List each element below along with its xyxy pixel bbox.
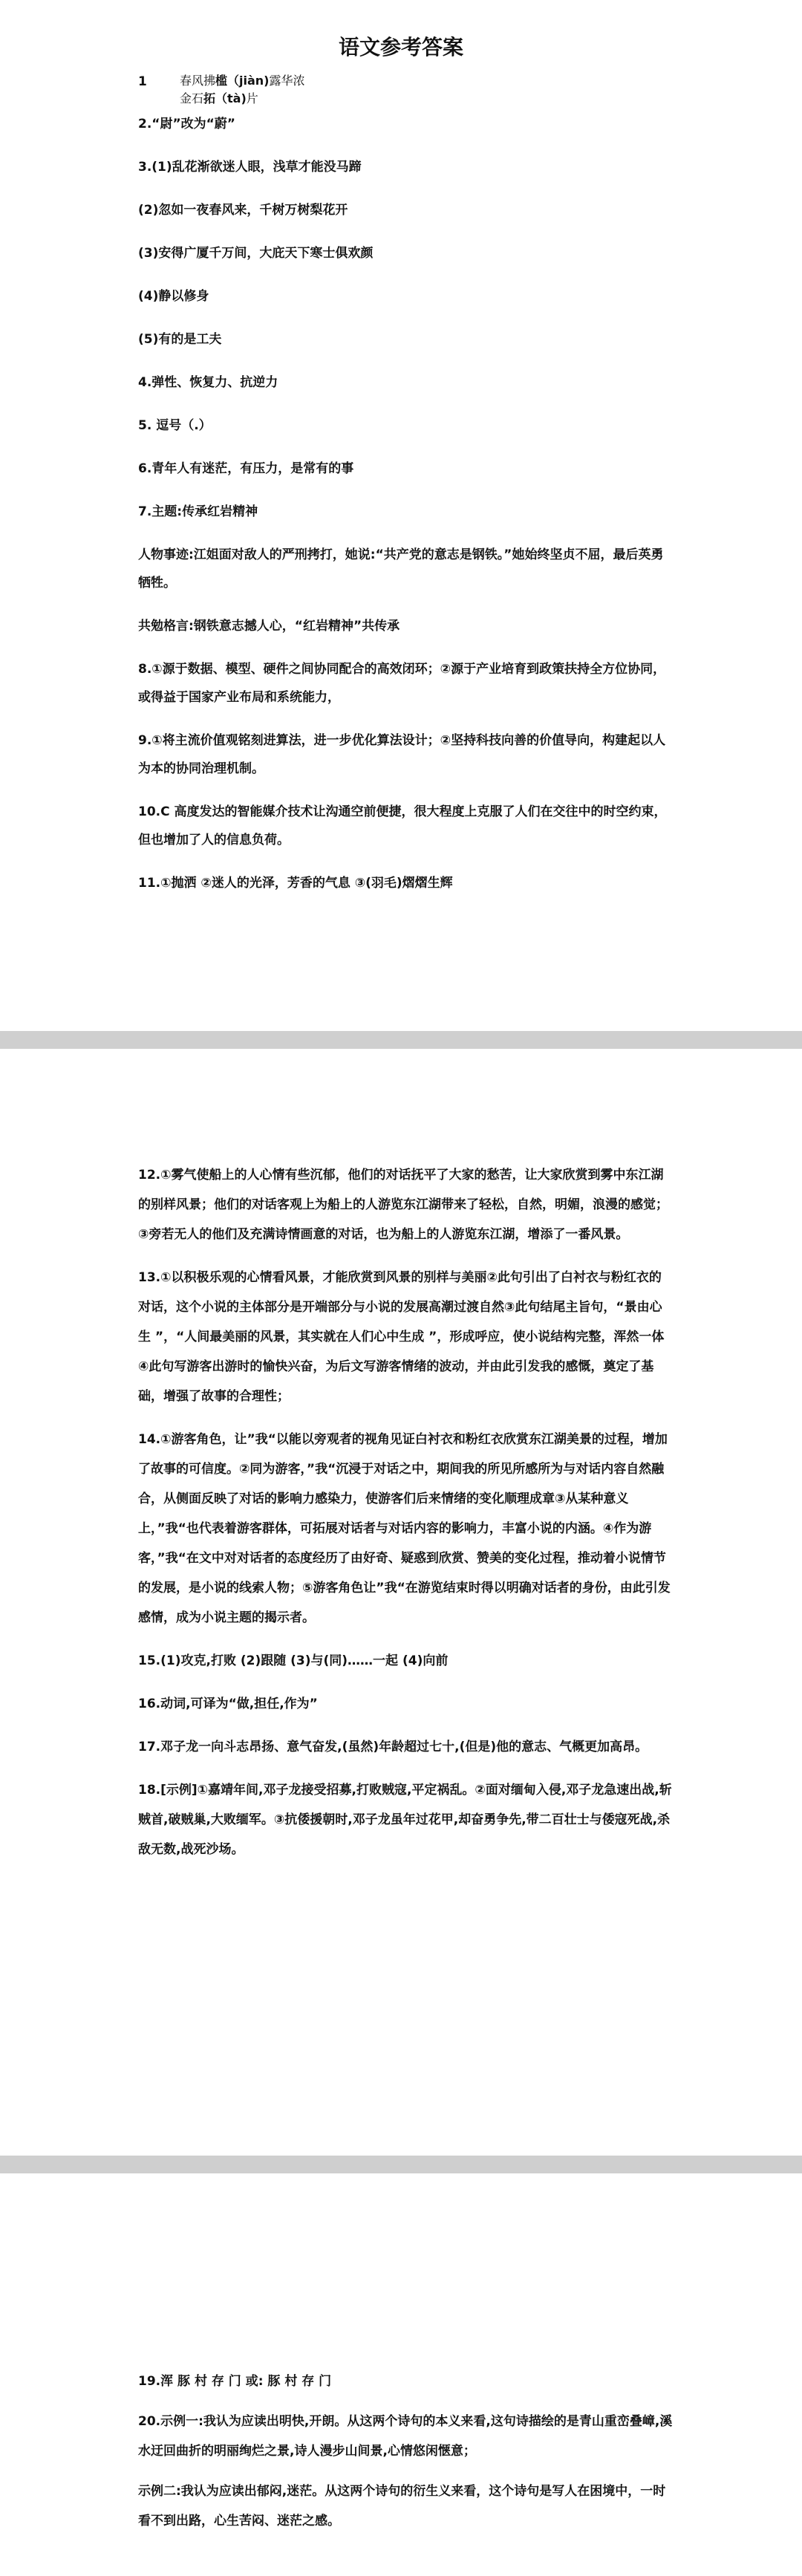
question-1-answer bbox=[138, 71, 673, 110]
page-1-content bbox=[138, 0, 673, 912]
answer-3-4: (4)静以修身 bbox=[138, 289, 209, 304]
answer-2: 2.“尉”改为“蔚” bbox=[138, 117, 235, 131]
answer-4: 4.弹性、恢复力、抗逆力 bbox=[138, 375, 278, 390]
page-3-content bbox=[138, 2367, 673, 2546]
answer-page-2 bbox=[0, 1049, 802, 2156]
answer-5: 5. 逗号（.） bbox=[138, 418, 212, 433]
row-2-pre: 金石 bbox=[180, 91, 204, 105]
question-1-row-1 bbox=[180, 71, 305, 88]
page-separator bbox=[0, 1031, 802, 1049]
answer-13: 13.①以积极乐观的心情看风景，才能欣赏到风景的别样与美丽②此句引出了白衬衣与粉红衣的对话，这个小说的主体部分是开端部分与小说的发展高潮过渡自然③此句结尾主旨句，“景由心生 ”，“人间最美丽的风景，其实就在人们心中生成 ”，形成呼应，使小说结构完整，浑然一体④此句写游客出游时的愉快兴奋，为后文写游客情绪的波动，并由此引发我的感慨，奠定了基础，增强了故事的合理性； bbox=[138, 1270, 665, 1404]
answer-18: 18.[示例]①嘉靖年间,邓子龙接受招募,打败贼寇,平定祸乱。②面对缅甸入侵,邓子龙急速出战,斩贼首,破贼巢,大败缅军。③抗倭援朝时,邓子龙虽年过花甲,却奋勇争先,带二百壮士与倭寇死战,杀敌无数,战死沙场。 bbox=[138, 1783, 672, 1857]
answer-3-2: (2)忽如一夜春风来，千树万树梨花开 bbox=[138, 203, 348, 218]
answer-20-example-1: 20.示例一:我认为应读出明快,开朗。从这两个诗句的本义来看,这句诗描绘的是青山重峦叠嶂,溪水迂回曲折的明丽绚烂之景,诗人漫步山间景,心情悠闲惬意； bbox=[138, 2414, 673, 2459]
answer-page-3 bbox=[0, 2173, 802, 2576]
answer-6: 6.青年人有迷茫，有压力，是常有的事 bbox=[138, 461, 354, 476]
question-1-row-2 bbox=[180, 89, 258, 106]
answer-15: 15.(1)攻克,打败 (2)跟随 (3)与(同)……一起 (4)向前 bbox=[138, 1653, 449, 1668]
row-2-bold: 拓（tà) bbox=[203, 91, 247, 105]
answer-7-motto: 共勉格言:钢铁意志撼人心，“红岩精神”共传承 bbox=[138, 619, 400, 634]
answer-14: 14.①游客角色，让”我“以能以旁观者的视角见证白衬衣和粉红衣欣赏东江湖美景的过程，增加了故事的可信度。②同为游客，”我“沉浸于对话之中，期间我的所见所感所为与对话内容自然融合，从侧面反映了对话的影响力感染力，使游客们后来情绪的变化顺理成章③从某种意义上，”我“也代表着游客群体，可拓展对话者与对话内容的影响力，丰富小说的内涵。④作为游客，”我“在文中对对话者的态度经历了由好奇、疑惑到欣赏、赞美的变化过程，推动着小说情节的发展，是小说的线索人物；⑤游客角色让”我“在游览结束时得以明确对话者的身份，由此引发感情，成为小说主题的揭示者。 bbox=[138, 1432, 671, 1625]
answer-17: 17.邓子龙一向斗志昂扬、意气奋发,(虽然)年龄超过七十,(但是)他的意志、气概更加高昂。 bbox=[138, 1740, 648, 1754]
answer-7-story: 人物事迹:江姐面对敌人的严刑拷打，她说:“共产党的意志是钢铁。”她始终坚贞不屈，最后英勇牺牲。 bbox=[138, 547, 664, 591]
page-title: 语文参考答案 bbox=[338, 35, 463, 59]
answer-10: 10.C 高度发达的智能媒介技术让沟通空前便捷，很大程度上克服了人们在交往中的时空约束，但也增加了人的信息负荷。 bbox=[138, 804, 667, 848]
answer-8: 8.①源于数据、模型、硬件之间协同配合的高效闭环；②源于产业培育到政策扶持全方位协同，或得益于国家产业布局和系统能力， bbox=[138, 662, 666, 705]
answer-3-5: (5)有的是工夫 bbox=[138, 332, 222, 347]
row-1-post: 露华浓 bbox=[269, 74, 305, 88]
page-separator bbox=[0, 2156, 802, 2173]
answer-page-1 bbox=[0, 0, 802, 1031]
page-2-content bbox=[138, 1160, 673, 1878]
answer-16: 16.动词,可译为“做,担任,作为” bbox=[138, 1697, 318, 1711]
answer-3-1: 3.(1)乱花渐欲迷人眼，浅草才能没马蹄 bbox=[138, 160, 362, 175]
answer-19: 19.浑 豚 村 存 门 或: 豚 村 存 门 bbox=[138, 2374, 332, 2389]
row-1-bold: 槛（jiàn) bbox=[215, 74, 270, 88]
answer-11: 11.①抛洒 ②迷人的光泽，芳香的气息 ③(羽毛)熠熠生辉 bbox=[138, 876, 453, 891]
row-1-pre: 春风拂 bbox=[180, 74, 216, 88]
question-1-number: 1 bbox=[138, 74, 147, 89]
answer-12: 12.①雾气使船上的人心情有些沉郁，他们的对话抚平了大家的愁苦，让大家欣赏到雾中东江湖的别样风景；他们的对话客观上为船上的人游览东江湖带来了轻松，自然，明媚，浪漫的感觉；③旁若无人的他们及充满诗情画意的对话，也为船上的人游览东江湖，增添了一番风景。 bbox=[138, 1168, 668, 1242]
answer-3-3: (3)安得广厦千万间，大庇天下寒士俱欢颜 bbox=[138, 246, 374, 261]
answer-9: 9.①将主流价值观铭刻进算法，进一步优化算法设计；②坚持科技向善的价值导向，构建起以人为本的协同治理机制。 bbox=[138, 733, 666, 776]
answer-7-theme: 7.主题:传承红岩精神 bbox=[138, 504, 258, 519]
answer-20-example-2: 示例二:我认为应读出郁闷,迷茫。从这两个诗句的衍生义来看，这个诗句是写人在困境中，一时看不到出路，心生苦闷、迷茫之感。 bbox=[138, 2484, 666, 2528]
row-2-post: 片 bbox=[246, 91, 258, 105]
